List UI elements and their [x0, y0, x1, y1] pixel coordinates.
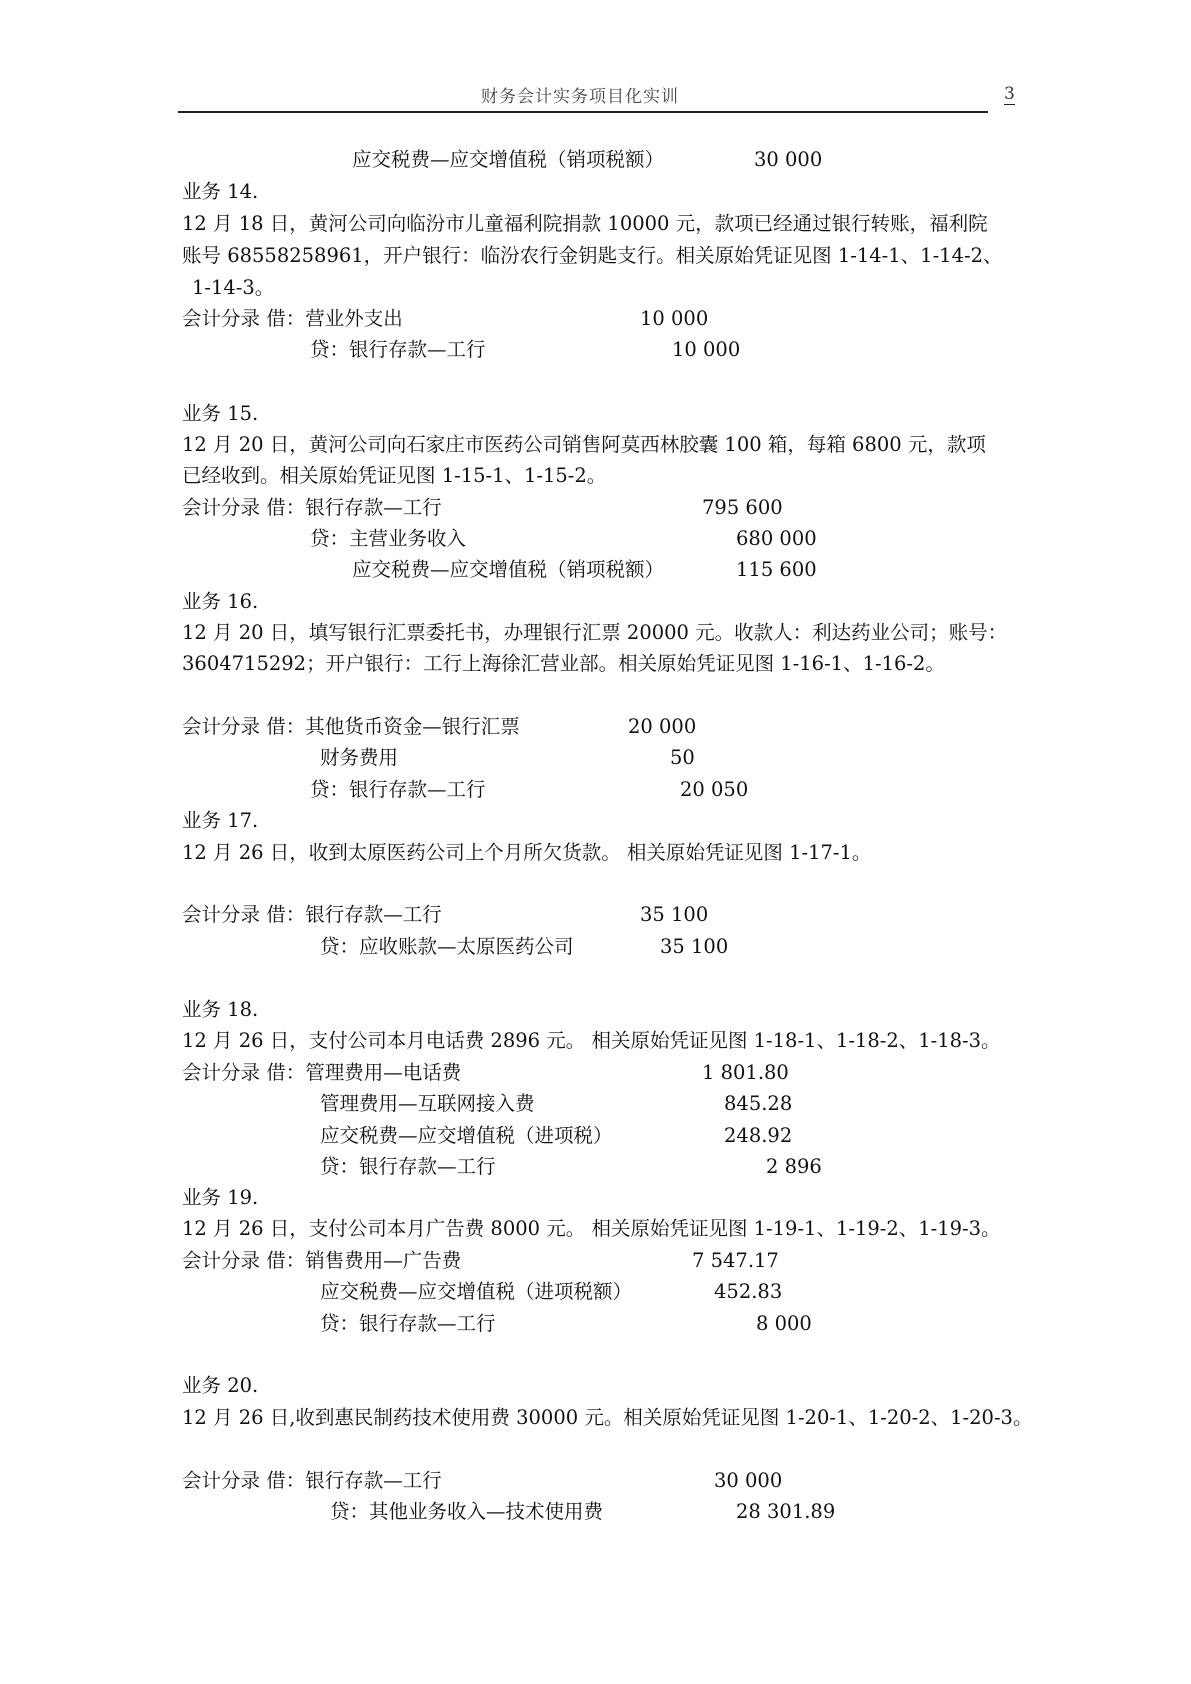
entry-line: 贷：其他业务收入—技术使用费	[330, 1500, 604, 1523]
entry-line: 贷：银行存款—工行	[310, 338, 486, 361]
paragraph-line: 账号 68558258961，开户银行：临汾农行金钥匙支行。相关原始凭证见图 1-14-1、1-14-2、	[182, 244, 1003, 267]
entry-amount: 7 547.17	[692, 1249, 779, 1272]
paragraph-line: 已经收到。相关原始凭证见图 1-15-1、1-15-2。	[182, 464, 607, 487]
entry-line: 会计分录 借：销售费用—广告费	[182, 1249, 462, 1272]
entry-line: 财务费用	[320, 746, 399, 769]
paragraph-line: 12 月 26 日，支付公司本月电话费 2896 元。 相关原始凭证见图 1-18-1、1-18-2、1-18-3。	[182, 1029, 1001, 1052]
business-heading: 业务 14.	[182, 180, 259, 203]
entry-line: 贷：银行存款—工行	[320, 1155, 496, 1178]
paragraph-line: 12 月 20 日，黄河公司向石家庄市医药公司销售阿莫西林胶囊 100 箱，每箱 6800 元，款项	[182, 433, 986, 456]
entry-line: 会计分录 借：银行存款—工行	[182, 1469, 442, 1492]
business-heading: 业务 20.	[182, 1374, 259, 1397]
entry-amount: 680 000	[736, 527, 817, 550]
entry-line: 应交税费—应交增值税（进项税）	[320, 1124, 613, 1147]
paragraph-line: 12 月 18 日，黄河公司向临汾市儿童福利院捐款 10000 元，款项已经通过银行转账，福利院	[182, 212, 988, 235]
entry-line: 会计分录 借：银行存款—工行	[182, 903, 442, 926]
entry-line: 会计分录 借：银行存款—工行	[182, 496, 442, 519]
entry-amount: 20 050	[680, 778, 749, 801]
entry-line: 会计分录 借：营业外支出	[182, 307, 403, 330]
entry-line: 贷：银行存款—工行	[310, 778, 486, 801]
entry-line: 管理费用—互联网接入费	[320, 1092, 535, 1115]
entry-amount: 35 100	[660, 935, 729, 958]
entry-amount: 845.28	[724, 1092, 793, 1115]
entry-line: 应交税费—应交增值税（销项税额）	[352, 148, 665, 171]
business-heading: 业务 17.	[182, 809, 259, 832]
paragraph-line: 12 月 26 日，收到太原医药公司上个月所欠货款。 相关原始凭证见图 1-17-1。	[182, 841, 872, 864]
entry-amount: 50	[670, 746, 695, 769]
business-heading: 业务 18.	[182, 998, 259, 1021]
entry-amount: 2 896	[766, 1155, 822, 1178]
entry-amount: 10 000	[672, 338, 741, 361]
page-number: 3	[1004, 84, 1015, 104]
entry-amount: 35 100	[640, 903, 709, 926]
entry-line: 会计分录 借：管理费用—电话费	[182, 1061, 462, 1084]
entry-amount: 115 600	[736, 558, 817, 581]
entry-line: 贷：主营业务收入	[310, 527, 467, 550]
entry-amount: 795 600	[702, 496, 783, 519]
paragraph-line: 12 月 26 日，支付公司本月广告费 8000 元。 相关原始凭证见图 1-19-1、1-19-2、1-19-3。	[182, 1217, 1001, 1240]
entry-amount: 8 000	[756, 1312, 812, 1335]
entry-amount: 30 000	[714, 1469, 783, 1492]
paragraph-line: 12 月 26 日,收到惠民制药技术使用费 30000 元。相关原始凭证见图 1-20-1、1-20-2、1-20-3。	[182, 1406, 1033, 1429]
entry-line: 贷：应收账款—太原医药公司	[320, 935, 574, 958]
paragraph-line: 12 月 20 日，填写银行汇票委托书，办理银行汇票 20000 元。收款人：利达药业公司；账号：	[182, 621, 1008, 644]
entry-amount: 452.83	[714, 1280, 783, 1303]
entry-line: 应交税费—应交增值税（销项税额）	[352, 558, 665, 581]
entry-amount: 28 301.89	[736, 1500, 836, 1523]
running-header-title: 财务会计实务项目化实训	[481, 87, 679, 107]
entry-amount: 1 801.80	[702, 1061, 789, 1084]
business-heading: 业务 15.	[182, 402, 259, 425]
paragraph-line: 1-14-3。	[192, 276, 275, 299]
entry-line: 贷：银行存款—工行	[320, 1312, 496, 1335]
entry-line: 会计分录 借：其他货币资金—银行汇票	[182, 715, 520, 738]
paragraph-line: 3604715292；开户银行：工行上海徐汇营业部。相关原始凭证见图 1-16-1、1-16-2。	[182, 652, 945, 675]
entry-amount: 10 000	[640, 307, 709, 330]
entry-amount: 248.92	[724, 1124, 793, 1147]
business-heading: 业务 16.	[182, 590, 259, 613]
entry-amount: 30 000	[754, 148, 823, 171]
entry-amount: 20 000	[628, 715, 697, 738]
header-rule	[178, 111, 988, 113]
entry-line: 应交税费—应交增值税（进项税额）	[320, 1280, 633, 1303]
business-heading: 业务 19.	[182, 1186, 259, 1209]
